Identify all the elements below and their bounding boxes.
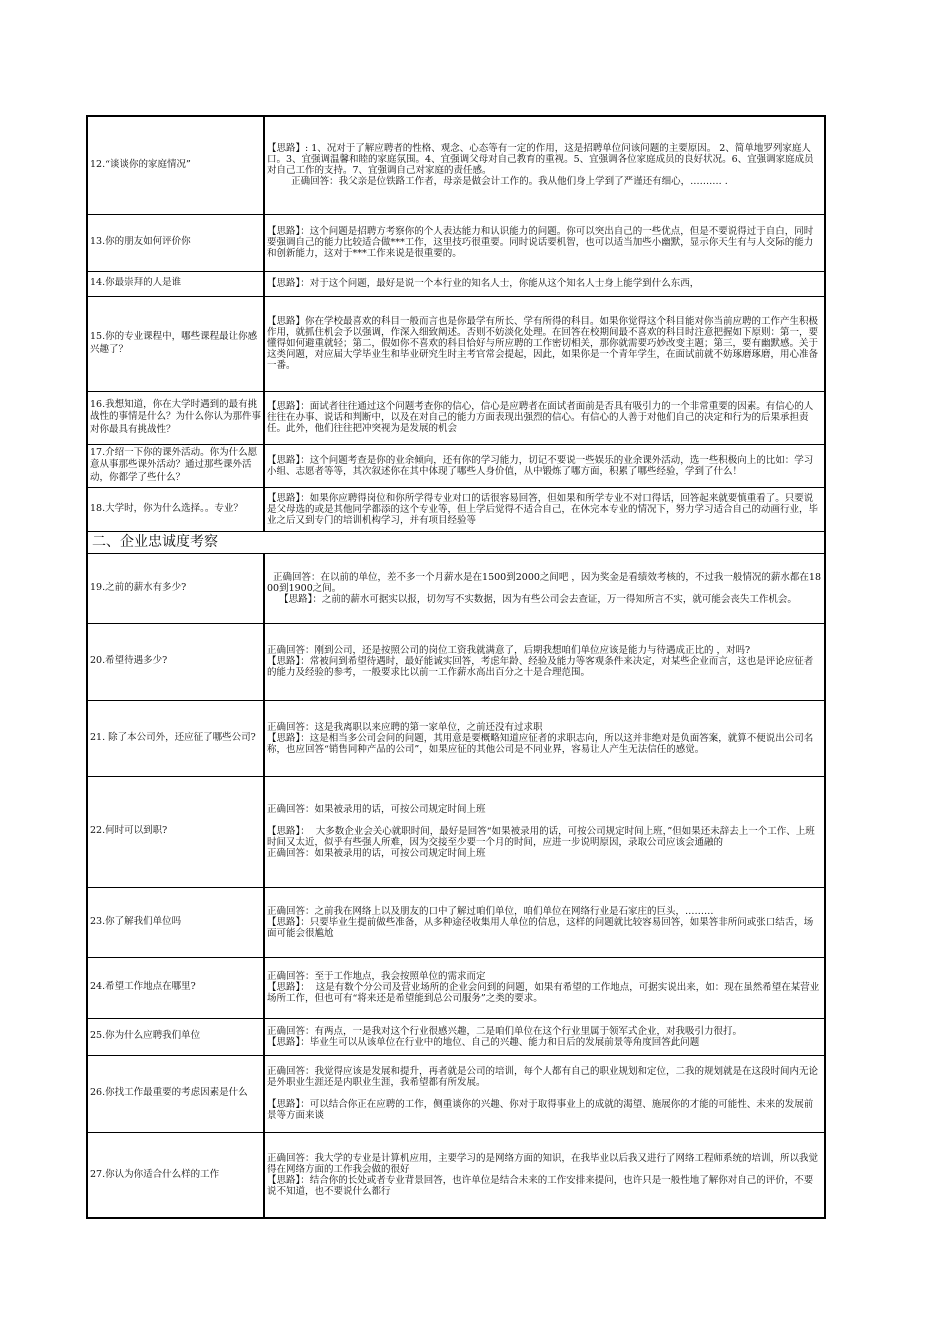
table-body-after-section — [87, 553, 825, 1218]
table-row — [87, 1018, 825, 1055]
answer-cell — [264, 116, 825, 214]
answer-paragraph: 正确回答：如果被录用的话，可按公司规定时间上班 — [267, 804, 486, 815]
answer-paragraph: 正确回答：有两点，一是我对这个行业很感兴趣，二是咱们单位在这个行业里属于领军式企业，对我吸引力很打。 — [267, 1025, 743, 1037]
table-row — [87, 214, 825, 271]
section-header-row — [87, 531, 825, 553]
section-title: 二、企业忠诚度考察 — [87, 531, 825, 553]
question-cell: 16.我想知道，你在大学时遇到的最有挑战性的事情是什么？为什么你认为那件事对你最具有挑战性？ — [87, 391, 264, 444]
table-row — [87, 700, 825, 776]
table-row — [87, 1132, 825, 1218]
answer-paragraph: 正确回答：我觉得应该是发展和提升，再者就是公司的培训，每个人都有自己的职业规划和定位，二我的规划就是在这段时间内无论是外职业生涯还是内职业生涯，我希望都有所发展。 — [267, 1066, 819, 1088]
answer-paragraph: 【思路】：之前的薪水可据实以报，切勿写不实数据，因为有些公司会去查证，万一得知所言不实，就可能会丧失工作机会。 — [267, 593, 797, 605]
interview-questions-table — [86, 115, 826, 1219]
answer-paragraph: 【思路】你在学校最喜欢的科目一般而言也是你最学有所长、学有所得的科目。如果你觉得这个科目能对你当前应聘的工作产生积极作用，就抓住机会予以强调，作深入细致阐述。否则不妨淡化处理。在回答在校期间最不喜欢的科目时注意把握如下原则：第一，要懂得如何避重就轻；第二，假如你不喜欢的科目恰好与所应聘的工作密切相关，那你就需要巧妙改变主题；第三，要有幽默感。关于这类问题，对应届大学毕业生和毕业研究生时主考官常会提起，因此，如果你是一个青年学生，在面试前就不妨琢磨琢磨，用心准备一番。 — [267, 316, 819, 371]
answer-cell — [264, 553, 825, 623]
answer-cell — [264, 700, 825, 776]
answer-paragraph: 【思路】：面试者往往通过这个问题考查你的信心，信心是应聘者在面试者面前是否具有吸引力的一个非常重要的因素。有信心的人往往在办事、说话和判断中，以及在对自己的能力方面表现出强烈的信心。有信心的人善于对他们自己的决定和行为的后果承担责任。此外，他们往往把冲突视为是发展的机会 — [267, 401, 814, 434]
answer-paragraph: 【思路】：对于这个问题，最好是说一个本行业的知名人士，你能从这个知名人士身上能学到什么东西， — [267, 278, 700, 289]
answer-paragraph: 【思路】: 1、况对于了解应聘者的性格、观念、心态等有一定的作用，这是招聘单位问该问题的主要原因。 2、简单地罗列家庭人口。3、宜强调温馨和睦的家庭氛围。4、宜强调父母对自己教育的重视。5、宜强调各位家庭成员的良好状况。6、宜强调家庭成员对自己工作的支持。7、宜强调自己对家庭的责任感。 — [267, 143, 814, 177]
answer-cell — [264, 1055, 825, 1132]
answer-paragraph: 【思路】：可以结合你正在应聘的工作，侧重谈你的兴趣、你对于取得事业上的成就的渴望、施展你的才能的可能性、未来的发展前景等方面来谈 — [267, 1099, 814, 1121]
answer-paragraph: 正确回答：我大学的专业是计算机应用，主要学习的是网络方面的知识，在我毕业以后我又进行了网络工程师系统的培训，所以我觉得在网络方面的工作我会做的很好 — [267, 1152, 819, 1175]
answer-paragraph: 【思路】：这是相当多公司会问的问题，其用意是要概略知道应征者的求职志向，所以这并非绝对是负面答案，就算不便说出公司名称，也应回答“销售同种产品的公司”，如果应征的其他公司是不同业界，容易让人产生无法信任的感觉。 — [267, 732, 814, 755]
answer-cell — [264, 214, 825, 271]
answer-paragraph: 【思路】：常被问到希望待遇时，最好能诚实回答，考虑年龄、经验及能力等客观条件来决定，对某些企业而言，这也是评论应征者的能力及经验的参考，一般要求比以前一工作薪水高出百分之十是合理范围。 — [267, 656, 814, 678]
answer-cell — [264, 957, 825, 1018]
answer-paragraph: 【思路】：这个问题是招聘方考察你的个人表达能力和认识能力的问题。你可以突出自己的一些优点，但是不要说得过于自白，同时要强调自己的能力比较适合做***工作，这里技巧很重要。同时说话要机智，也可以适当加些小幽默，显示你天生有与人交际的能力和创新能力，这对于***工作来说是很重要的。 — [267, 226, 814, 259]
table-row — [87, 444, 825, 487]
answer-paragraph: 【思路】： 这是有数个分公司及营业场所的企业会问到的问题，如果有希望的工作地点，可据实说出来，如：现在虽然希望在某营业场所工作，但也可有“将来还是希望能到总公司服务”之类的要求。 — [267, 982, 820, 1004]
answer-paragraph: 正确回答：刚到公司，还是按照公司的岗位工资我就满意了，后期我想咱们单位应该是能力与待遇成正比的 ，对吗? — [267, 645, 751, 656]
question-cell: 27.你认为你适合什么样的工作 — [87, 1132, 264, 1218]
table-row — [87, 553, 825, 623]
table-body-section — [87, 531, 825, 553]
question-cell: 22.何时可以到职? — [87, 776, 264, 887]
table-row — [87, 1055, 825, 1132]
answer-cell — [264, 487, 825, 531]
question-cell: 23.你了解我们单位吗 — [87, 887, 264, 957]
answer-paragraph — [267, 815, 822, 826]
answer-paragraph: 【思路】：这个问题考查是你的业余倾向，还有你的学习能力，切记不要说一些娱乐的业余课外活动，选一些积极向上的比如：学习小组、志愿者等等，其次叙述你在其中体现了哪些人身价值，从中锻炼了哪方面，积累了哪些经验，学到了什么！ — [267, 454, 814, 477]
answer-paragraph: 【思路】：如果你应聘得岗位和你所学得专业对口的话很容易回答，但如果和所学专业不对口得话，回答起来就要慎重看了。只要说是父母选的或是其他同学都添的这个专业等，但上学后觉得不适合自己，在休完本专业的情况下，努力学习适合自己的动画行业，毕业之后又到专门的培训机构学习，并有项目经验等 — [267, 492, 819, 526]
answer-paragraph: 正确回答：在以前的单位，差不多一个月薪水是在1500到2000之间吧 ，因为奖金是看绩效考核的，不过我一般情况的薪水都在1800到1900之间。 — [267, 571, 822, 594]
answer-paragraph: 正确回答：至于工作地点，我会按照单位的需求而定 — [267, 971, 486, 982]
table-row — [87, 271, 825, 296]
question-cell: 21. 除了本公司外，还应征了哪些公司? — [87, 700, 264, 776]
answer-cell — [264, 887, 825, 957]
table-row — [87, 887, 825, 957]
table-row — [87, 487, 825, 531]
answer-paragraph: 【思路】：只要毕业生提前做些准备，从多种途径收集用人单位的信息，这样的问题就比较容易回答，如果答非所问或张口结舌，场面可能会很尴尬 — [267, 916, 814, 939]
answer-cell — [264, 1132, 825, 1218]
table-row — [87, 776, 825, 887]
table-row — [87, 623, 825, 700]
answer-cell — [264, 391, 825, 444]
table-body-before-section — [87, 116, 825, 531]
answer-paragraph: 正确回答：我父亲是位铁路工作者，母亲是做会计工作的。我从他们身上学到了严谨还有细心，………. . — [267, 176, 728, 188]
question-cell: 12.“谈谈你的家庭情况” — [87, 116, 264, 214]
question-cell: 15.你的专业课程中，哪些课程最让你感兴趣了？ — [87, 296, 264, 391]
question-cell: 19.之前的薪水有多少? — [87, 553, 264, 623]
answer-paragraph: 正确回答：如果被录用的话，可按公司规定时间上班 — [267, 848, 486, 859]
table-row — [87, 391, 825, 444]
question-cell: 17.介绍一下你的课外活动。你为什么愿意从事那些课外活动？通过那些课外活动，你都学了些什么？ — [87, 444, 264, 487]
answer-cell — [264, 444, 825, 487]
answer-cell — [264, 271, 825, 296]
answer-paragraph: 正确回答：这是我离职以来应聘的第一家单位，之前还没有过求职 — [267, 721, 543, 733]
answer-paragraph — [267, 1088, 822, 1099]
answer-paragraph: 正确回答：之前我在网络上以及朋友的口中了解过咱们单位，咱们单位在网络行业是石家庄的巨头，……… — [267, 905, 714, 917]
question-cell: 25.你为什么应聘我们单位 — [87, 1018, 264, 1055]
table-row — [87, 116, 825, 214]
answer-paragraph: 【思路】： 大多数企业会关心就职时间，最好是回答“如果被录用的话，可按公司规定时间上班，”但如果还未辞去上一个工作、上班时间又太近，似乎有些强人所难，因为交接至少要一个月的时间，应进一步说明原因，录取公司应该会通融的 — [267, 826, 815, 848]
answer-cell — [264, 1018, 825, 1055]
question-cell: 13.你的朋友如何评价你 — [87, 214, 264, 271]
question-cell: 18.大学时，你为什么选择。。专业？ — [87, 487, 264, 531]
question-cell: 24.希望工作地点在哪里? — [87, 957, 264, 1018]
question-cell: 26.你找工作最重要的考虑因素是什么 — [87, 1055, 264, 1132]
answer-cell — [264, 776, 825, 887]
answer-cell — [264, 623, 825, 700]
question-cell: 20.希望待遇多少? — [87, 623, 264, 700]
answer-cell — [264, 296, 825, 391]
answer-paragraph: 【思路】：结合你的长处或者专业背景回答，也许单位是结合未来的工作安排来提问，也许只是一般性地了解你对自己的评价，不要说不知道，也不要说什么都行 — [267, 1174, 814, 1197]
table-row — [87, 957, 825, 1018]
table-row — [87, 296, 825, 391]
question-cell: 14.你最崇拜的人是谁 — [87, 271, 264, 296]
answer-paragraph: 【思路】：毕业生可以从该单位在行业中的地位、自己的兴趣、能力和日后的发展前景等角度回答此问题 — [267, 1036, 700, 1048]
